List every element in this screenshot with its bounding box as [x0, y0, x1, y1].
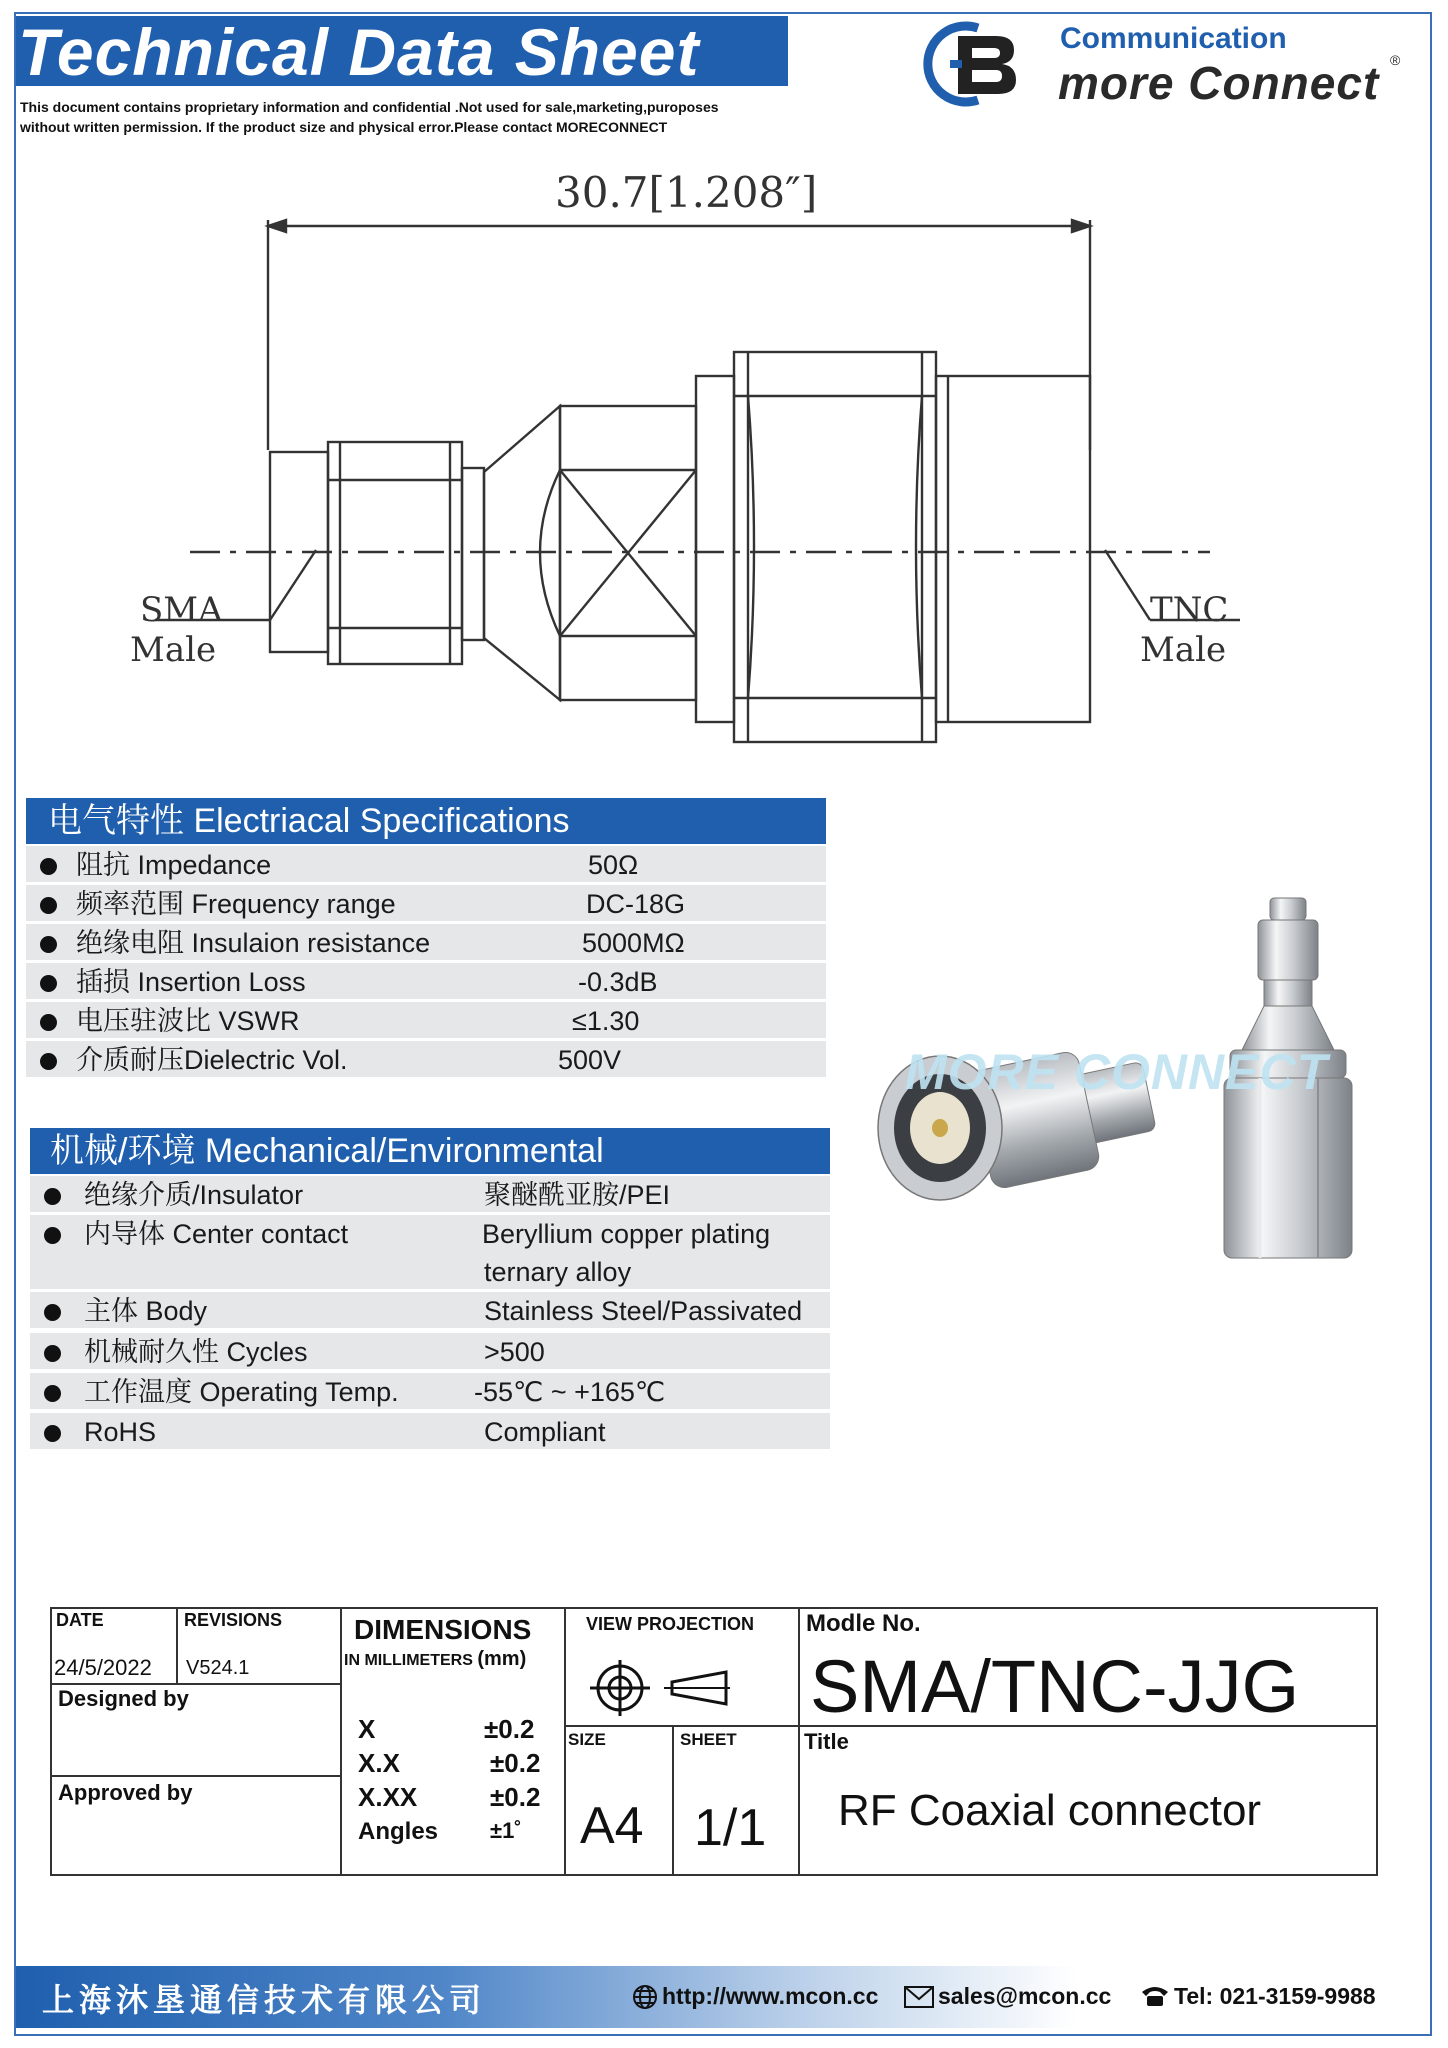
spec-row [26, 1041, 826, 1079]
photo-watermark: MORE CONNECT [905, 1044, 1329, 1100]
units-text: IN MILLIMETERS [344, 1652, 473, 1669]
mechanical-specs-heading: 机械/环境 Mechanical/Environmental [30, 1128, 830, 1174]
tolerance-key: Angles [358, 1818, 439, 1845]
spec-label: 主体 Body [84, 1296, 208, 1326]
globe-icon [632, 1984, 658, 2010]
brand-name: more Connect [1058, 57, 1380, 109]
phone-icon [1140, 1984, 1170, 2008]
tb-divider [340, 1607, 342, 1876]
company-logo-icon [918, 20, 1030, 108]
spec-label: 阻抗 Impedance [76, 850, 272, 880]
notice-line-1: This document contains proprietary information and confidential .Not used for sale,marketing,puroposes [20, 99, 719, 115]
units-value: (mm) [477, 1648, 527, 1670]
bullet-icon [44, 1304, 61, 1321]
website-link[interactable]: http://www.mcon.cc [662, 1983, 879, 2009]
model-label: Modle No. [806, 1610, 921, 1637]
bullet-icon [40, 936, 57, 953]
spec-row [26, 885, 826, 923]
spec-value: 500V [558, 1045, 622, 1075]
size-label: SIZE [568, 1730, 606, 1749]
tb-divider [564, 1607, 566, 1876]
right-end-type: TNC [1150, 590, 1229, 630]
left-end-type: SMA [140, 590, 223, 630]
bullet-icon [44, 1345, 61, 1362]
tb-divider [50, 1683, 340, 1685]
envelope-icon [904, 1986, 934, 2008]
spec-value: 聚醚酰亚胺/PEI [484, 1180, 671, 1210]
left-end-label [130, 590, 223, 670]
units-label [344, 1648, 526, 1671]
first-angle-projection-icon [590, 1660, 730, 1716]
connector-outline-drawing [120, 200, 1260, 770]
tb-divider [176, 1607, 178, 1684]
bullet-icon [44, 1188, 61, 1205]
tolerance-value: ±0.2 [484, 1714, 535, 1744]
spec-label: 插损 Insertion Loss [76, 967, 306, 997]
tb-border-right [1376, 1607, 1378, 1876]
spec-label: 频率范围 Frequency range [76, 889, 396, 919]
tb-border-left [50, 1607, 52, 1876]
date-label: DATE [56, 1610, 104, 1630]
view-projection-label: VIEW PROJECTION [586, 1614, 755, 1634]
spec-label: 工作温度 Operating Temp. [84, 1377, 399, 1407]
tolerance-key: X.X [358, 1748, 400, 1778]
spec-label: 绝缘电阻 Insulaion resistance [76, 928, 431, 958]
spec-row [30, 1373, 830, 1411]
brand-tagline: Communication [1060, 22, 1287, 55]
spec-label: 机械耐久性 Cycles [84, 1337, 308, 1367]
spec-value: -55℃ ~ +165℃ [474, 1377, 666, 1407]
spec-row [30, 1333, 830, 1371]
model-number: SMA/TNC-JJG [810, 1645, 1300, 1728]
spec-row [26, 846, 826, 884]
spec-value: 5000MΩ [582, 928, 685, 958]
spec-label: 介质耐压Dielectric Vol. [76, 1045, 348, 1075]
tb-border-top [50, 1607, 1378, 1609]
spec-value: Stainless Steel/Passivated [484, 1296, 803, 1326]
spec-row [30, 1413, 830, 1451]
confidentiality-notice [20, 97, 719, 137]
electrical-specs-heading: 电气特性 Electriacal Specifications [26, 798, 826, 844]
spec-value: -0.3dB [578, 967, 658, 997]
product-title: RF Coaxial connector [838, 1786, 1262, 1835]
spec-label: 电压驻波比 VSWR [76, 1006, 300, 1036]
registered-mark: ® [1390, 52, 1401, 68]
tolerance-value: ±0.2 [490, 1782, 541, 1812]
tolerance-key: X [358, 1714, 376, 1744]
tolerance-key: X.XX [358, 1782, 418, 1812]
sheet-label: SHEET [680, 1730, 737, 1749]
phone-number[interactable]: Tel: 021-3159-9988 [1174, 1983, 1376, 2009]
spec-value: Beryllium copper plating [482, 1219, 771, 1249]
tb-divider [672, 1726, 674, 1876]
document-title: Technical Data Sheet [18, 15, 700, 89]
spec-label: 内导体 Center contact [84, 1219, 349, 1249]
spec-label: 绝缘介质/Insulator [84, 1180, 304, 1210]
tb-divider [50, 1775, 340, 1777]
company-name: 上海沐垦通信技术有限公司 [42, 1982, 487, 2018]
tolerance-value: ±0.2 [490, 1748, 541, 1778]
size-value: A4 [580, 1797, 644, 1855]
overall-length-dimension: 30.7[1.208″] [555, 168, 818, 217]
spec-value-continued: ternary alloy [484, 1257, 632, 1287]
spec-value: >500 [484, 1337, 545, 1367]
bullet-icon [40, 858, 57, 875]
right-end-label [1140, 590, 1228, 670]
spec-row [26, 963, 826, 1001]
dimensions-label: DIMENSIONS [354, 1614, 532, 1645]
revisions-value: V524.1 [186, 1657, 250, 1679]
tb-border-bottom [50, 1874, 1378, 1876]
bullet-icon [40, 1053, 57, 1070]
spec-label: RoHS [84, 1417, 157, 1447]
spec-row [30, 1292, 830, 1330]
revisions-label: REVISIONS [184, 1610, 283, 1630]
right-end-gender: Male [1140, 630, 1227, 670]
spec-value: ≤1.30 [572, 1006, 640, 1036]
bullet-icon [44, 1425, 61, 1442]
spec-row [26, 1002, 826, 1040]
tb-divider [798, 1607, 800, 1876]
spec-row [30, 1176, 830, 1214]
spec-value: 50Ω [588, 850, 639, 880]
spec-row [26, 924, 826, 962]
left-end-gender: Male [130, 630, 217, 670]
bullet-icon [44, 1227, 61, 1244]
spec-value: DC-18G [586, 889, 686, 919]
title-label: Title [804, 1729, 849, 1754]
email-link[interactable]: sales@mcon.cc [938, 1983, 1112, 2009]
designed-by-label: Designed by [58, 1686, 189, 1711]
bullet-icon [40, 897, 57, 914]
approved-by-label: Approved by [58, 1780, 193, 1805]
sheet-value: 1/1 [694, 1799, 767, 1857]
spec-value: Compliant [484, 1417, 606, 1447]
spec-row [30, 1215, 830, 1291]
bullet-icon [40, 975, 57, 992]
date-value: 24/5/2022 [54, 1655, 152, 1680]
bullet-icon [40, 1014, 57, 1031]
notice-line-2: without written permission. If the product size and physical error.Please contact MORECONNECT [20, 119, 668, 135]
tolerance-value: ±1˚ [490, 1818, 522, 1843]
bullet-icon [44, 1385, 61, 1402]
